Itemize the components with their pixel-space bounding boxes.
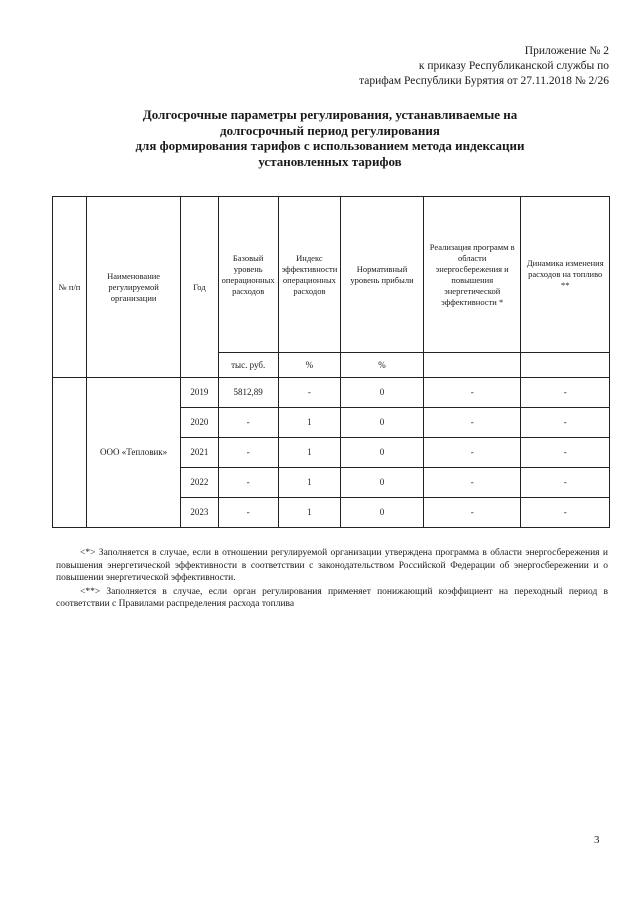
unit-energy: [423, 353, 521, 378]
index-cell: -: [278, 378, 340, 408]
dynamics-cell: -: [521, 468, 610, 498]
energy-cell: -: [423, 438, 521, 468]
title-line-1: Долгосрочные параметры регулирования, устанавливаемые на: [142, 107, 518, 122]
unit-dynamics: [521, 353, 610, 378]
profit-cell: 0: [341, 438, 424, 468]
title-line-2: долгосрочный период регулирования: [220, 122, 440, 138]
index-cell: 1: [278, 438, 340, 468]
base-cell: -: [218, 438, 278, 468]
index-cell: 1: [278, 498, 340, 528]
energy-cell: -: [423, 468, 521, 498]
dynamics-cell: -: [521, 378, 610, 408]
header-efficiency-index: Индекс эффективности операционных расходов: [278, 197, 340, 353]
energy-cell: -: [423, 378, 521, 408]
row-number-cell: [53, 378, 87, 528]
header-energy-program: Реализация программ в области энергосбережения и повышения энергетической эффективности *: [423, 197, 521, 353]
energy-cell: -: [423, 498, 521, 528]
profit-cell: 0: [341, 408, 424, 438]
appendix-reference: [249, 44, 609, 89]
header-num: № п/п: [53, 197, 87, 378]
profit-cell: 0: [341, 498, 424, 528]
footnote-2: <**> Заполняется в случае, если орган регулирования применяет понижающий коэффициент на переходный период в соответствии с Правилами распределения расхода топлива: [56, 586, 608, 609]
page-number: 3: [594, 834, 600, 846]
year-cell: 2020: [181, 408, 218, 438]
base-cell: -: [218, 468, 278, 498]
year-cell: 2019: [181, 378, 218, 408]
profit-cell: 0: [341, 378, 424, 408]
table-row: [53, 378, 610, 408]
appendix-line-2: к приказу Республиканской службы по: [418, 60, 609, 72]
header-profit: Нормативный уровень прибыли: [341, 197, 424, 353]
year-cell: 2023: [181, 498, 218, 528]
footnotes: [56, 547, 608, 612]
year-cell: 2022: [181, 468, 218, 498]
index-cell: 1: [278, 468, 340, 498]
dynamics-cell: -: [521, 498, 610, 528]
parameters-table: [52, 196, 610, 528]
profit-cell: 0: [341, 468, 424, 498]
energy-cell: -: [423, 408, 521, 438]
header-fuel-dynamics: Динамика изменения расходов на топливо **: [521, 197, 610, 353]
base-cell: -: [218, 408, 278, 438]
title-line-4: установленных тарифов: [258, 153, 402, 169]
unit-index: %: [278, 353, 340, 378]
unit-base: тыс. руб.: [218, 353, 278, 378]
header-org: Наименование регулируемой организации: [87, 197, 181, 378]
dynamics-cell: -: [521, 438, 610, 468]
header-row: [53, 197, 610, 353]
document-title: [80, 107, 580, 169]
year-cell: 2021: [181, 438, 218, 468]
org-name-cell: ООО «Тепловик»: [87, 378, 181, 528]
dynamics-cell: -: [521, 408, 610, 438]
header-year: Год: [181, 197, 218, 378]
unit-profit: %: [341, 353, 424, 378]
appendix-line-1: Приложение № 2: [524, 45, 609, 57]
appendix-line-3: тарифам Республики Бурятия от 27.11.2018 № 2/26: [359, 75, 609, 87]
header-base-opex: Базовый уровень операционных расходов: [218, 197, 278, 353]
base-cell: -: [218, 498, 278, 528]
title-line-3: для формирования тарифов с использованием метода индексации: [135, 138, 525, 153]
base-cell: 5812,89: [218, 378, 278, 408]
index-cell: 1: [278, 408, 340, 438]
footnote-1: <*> Заполняется в случае, если в отношении регулируемой организации утверждена программа в области энергосбережения и повышения энергетической эффективности в соответствии с законодательством Российской Федерации об энергосбережении и о повышении энергетической эффективности.: [56, 548, 608, 583]
